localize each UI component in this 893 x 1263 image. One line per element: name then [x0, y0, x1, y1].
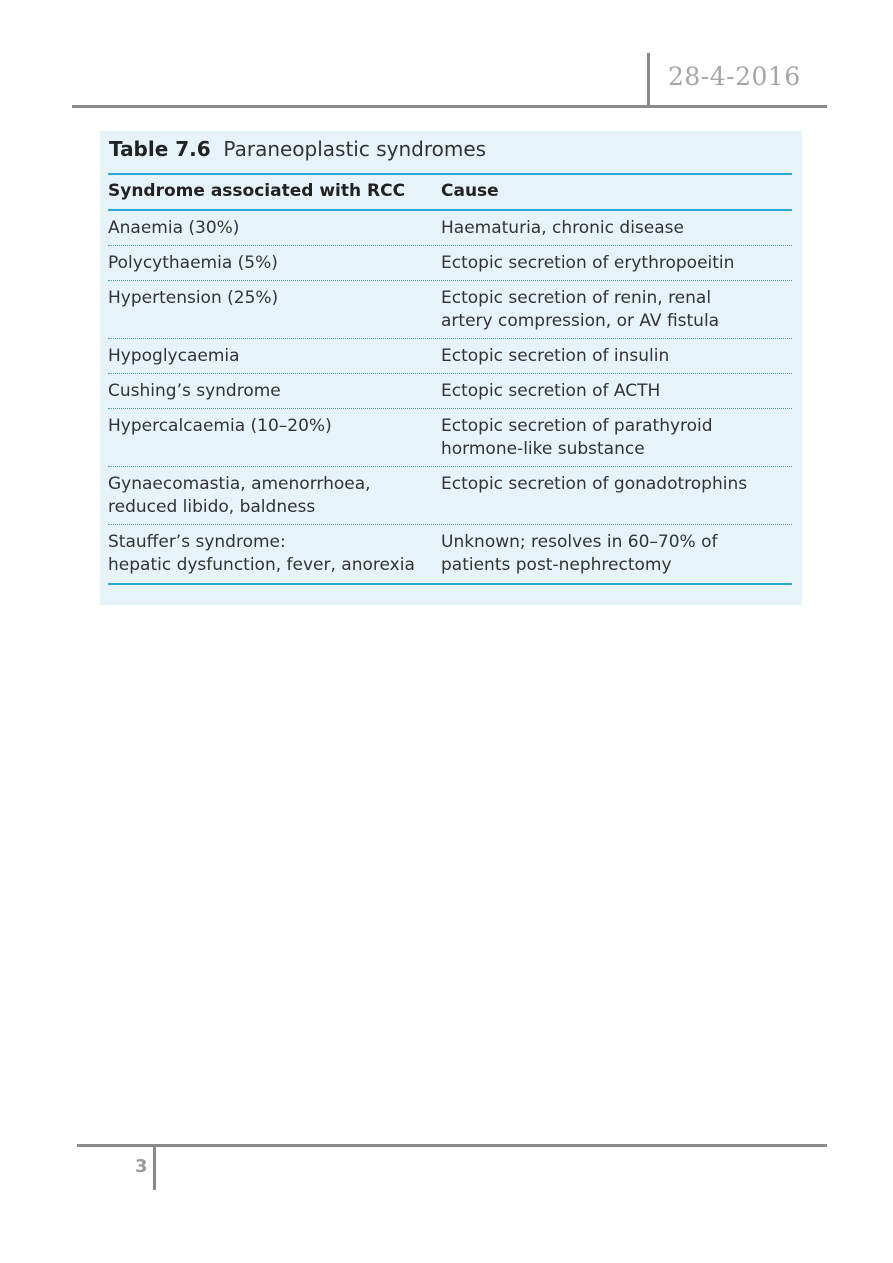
column-header-syndrome: Syndrome associated with RCC [108, 181, 406, 201]
row-divider [108, 373, 792, 374]
table-cell-syndrome: Hypercalcaemia (10–20%) [108, 416, 332, 436]
table-cell-cause: Ectopic secretion of insulin [441, 346, 670, 366]
header-divider [647, 53, 650, 106]
table-cell-cause: Ectopic secretion of ACTH [441, 381, 661, 401]
table-cell-syndrome: Hypoglycaemia [108, 346, 240, 366]
table-cell-syndrome: Hypertension (25%) [108, 288, 279, 308]
header-bottom-rule [108, 209, 792, 211]
column-header-cause: Cause [441, 181, 499, 201]
table-caption-number: Table 7.6 [109, 137, 211, 161]
row-divider [108, 280, 792, 281]
table-cell-syndrome: Cushing’s syndrome [108, 381, 281, 401]
row-divider [108, 338, 792, 339]
table-cell-syndrome: Stauffer’s syndrome: hepatic dysfunction, fever, anorexia [108, 532, 415, 575]
table-bottom-rule [108, 583, 792, 585]
table-cell-syndrome: Polycythaemia (5%) [108, 253, 278, 273]
header-date: 28-4-2016 [668, 62, 801, 91]
table-cell-cause: Unknown; resolves in 60–70% of patients post-nephrectomy [441, 532, 718, 575]
row-divider [108, 466, 792, 467]
table-caption-title: Paraneoplastic syndromes [223, 137, 487, 161]
page-number: 3 [135, 1156, 148, 1177]
paraneoplastic-table [100, 131, 802, 605]
table-caption [109, 137, 486, 161]
table-cell-cause: Ectopic secretion of gonadotrophins [441, 474, 748, 494]
header-top-rule [108, 173, 792, 175]
table-cell-syndrome: Anaemia (30%) [108, 218, 240, 238]
row-divider [108, 524, 792, 525]
footer-divider [153, 1146, 156, 1190]
row-divider [108, 245, 792, 246]
row-divider [108, 408, 792, 409]
footer-rule [77, 1144, 827, 1147]
table-cell-cause: Ectopic secretion of parathyroid hormone-like substance [441, 416, 713, 459]
table-cell-cause: Ectopic secretion of renin, renal artery compression, or AV fistula [441, 288, 720, 331]
table-cell-cause: Ectopic secretion of erythropoeitin [441, 253, 735, 273]
table-cell-cause: Haematuria, chronic disease [441, 218, 684, 238]
table-cell-syndrome: Gynaecomastia, amenorrhoea, reduced libido, baldness [108, 474, 371, 517]
header-rule [72, 105, 827, 108]
